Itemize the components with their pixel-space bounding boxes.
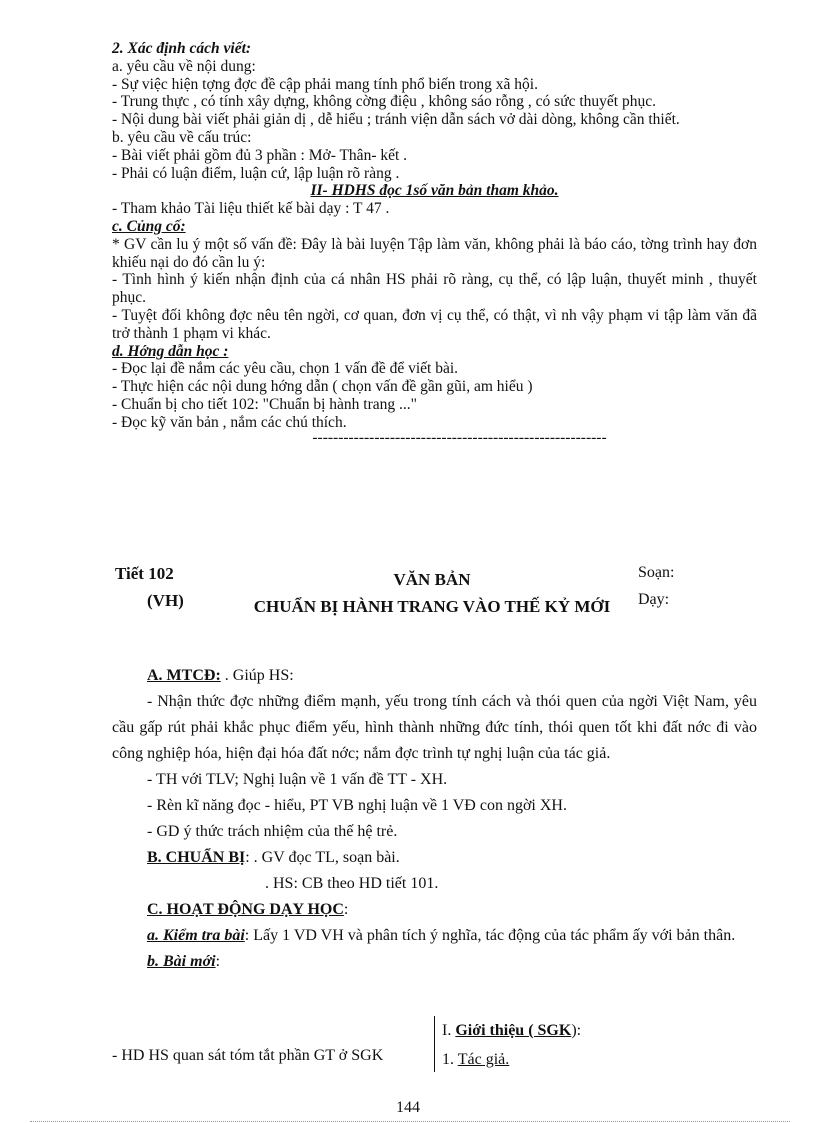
objective-item: - Nhận thức đợc những điểm mạnh, yếu trong tính cách và thói quen của ngời Việt Nam, yêu cầu gấp rút phải khắc phục điểm yếu, hình thành những đức tính, thói quen tốt khi đất nớc đi vào công nghiệp hóa, hiện đại hóa đất nớc; nắm đợc trình tự nghị luận của tác giả. xyxy=(112,693,757,762)
new-lesson-colon: : xyxy=(215,953,221,970)
column-divider xyxy=(434,1016,435,1072)
preparation-label: B. CHUẨN BỊ xyxy=(147,849,246,866)
content-intro-label: Giới thiệu ( SGK xyxy=(455,1022,572,1039)
text-line: - Thực hiện các nội dung hớng dẫn ( chọn vấn đề gần gũi, am hiểu ) xyxy=(112,378,533,396)
footer-rule xyxy=(30,1121,790,1122)
heading-consolidation: c. Củng cố: xyxy=(112,217,186,235)
teaching-date-label: Dạy: xyxy=(638,591,670,608)
objective-item: - GD ý thức trách nhiệm của thế hệ trẻ. xyxy=(147,823,398,840)
text-line: a. yêu cầu về nội dung: xyxy=(112,57,256,75)
text-line: - Phải có luận điểm, luận cứ, lập luận rõ ràng . xyxy=(112,164,400,182)
top-section xyxy=(112,40,757,444)
heading-study-guide: d. Hớng dẫn học : xyxy=(112,342,229,360)
text-line: - Sự việc hiện tợng đợc đề cập phải mang tính phổ biến trong xã hội. xyxy=(112,75,538,93)
lesson-type: (VH) xyxy=(147,591,184,610)
two-column-table xyxy=(112,1016,757,1072)
objective-item: - TH với TLV; Nghị luận về 1 vấn đề TT - XH. xyxy=(147,771,448,788)
objective-item: - Rèn kĩ năng đọc - hiểu, PT VB nghị luận về 1 VĐ con ngời XH. xyxy=(147,797,567,814)
objectives-intro: . Giúp HS: xyxy=(220,667,294,684)
lesson-title xyxy=(247,566,617,620)
content-author xyxy=(442,1051,509,1069)
lesson-body xyxy=(112,663,757,975)
text-line: - Đọc kỹ văn bản , nắm các chú thích. xyxy=(112,413,347,431)
content-intro-prefix: I. xyxy=(442,1022,456,1039)
check-homework xyxy=(112,923,757,949)
objectives-heading xyxy=(112,663,757,689)
preparation-gv: : . GV đọc TL, soạn bài. xyxy=(245,849,400,866)
text-line: - Bài viết phải gồm đủ 3 phần : Mở- Thân- kết . xyxy=(112,146,408,164)
new-lesson xyxy=(112,949,757,975)
text-line: - Trung thực , có tính xây dựng, không cờng điệu , không sáo rỗng , có sức thuyết phục. xyxy=(112,93,656,111)
lesson-title-line1: VĂN BẢN xyxy=(393,570,471,589)
text-line: - Tình hình ý kiến nhận định của cá nhân HS phải rõ ràng, cụ thể, có lập luận, thuyết minh , thuyết phục. xyxy=(112,271,757,307)
reference-line: - Tham khảo Tài liệu thiết kế bài dạy : T 47 . xyxy=(112,200,390,218)
content-intro xyxy=(442,1022,581,1040)
section-heading-reference: II- HDHS đọc 1số văn bản tham khảo. xyxy=(310,182,559,200)
heading-writing-method: 2. Xác định cách viết: xyxy=(112,40,252,57)
teacher-activity: - HD HS quan sát tóm tắt phần GT ở SGK xyxy=(112,1047,384,1064)
page-number: 144 xyxy=(396,1099,420,1116)
objectives-label: A. MTCĐ: xyxy=(147,667,221,684)
content-author-prefix: 1. xyxy=(442,1051,458,1068)
text-line: * GV cần lu ý một số vấn đề: Đây là bài luyện Tập làm văn, không phải là báo cáo, tờng trình hay đơn khiếu nại do đó cần lu ý: xyxy=(112,235,757,271)
activities-heading xyxy=(112,897,757,923)
activities-colon: : xyxy=(343,901,349,918)
preparation-hs-text: . HS: CB theo HD tiết 101. xyxy=(265,875,439,892)
text-line: b. yêu cầu về cấu trúc: xyxy=(112,128,252,146)
check-homework-label: a. Kiểm tra bài xyxy=(147,927,245,944)
separator-line: --------------------------------------------------------- xyxy=(312,428,607,446)
new-lesson-label: b. Bài mới xyxy=(147,953,216,970)
text-line: - Tuyệt đối không đợc nêu tên ngời, cơ quan, đơn vị cụ thể, có thật, vì nh vậy phạm vi tập làm văn đã trở thành 1 phạm vi khác. xyxy=(112,306,757,342)
preparation-heading xyxy=(112,845,757,871)
check-homework-text: : Lấy 1 VD VH và phân tích ý nghĩa, tác động của tác phẩm ấy với bản thân. xyxy=(244,927,736,944)
lesson-title-line2: CHUẨN BỊ HÀNH TRANG VÀO THẾ KỶ MỚI xyxy=(253,597,611,616)
preparation-hs xyxy=(112,871,757,897)
lesson-number: Tiết 102 xyxy=(115,564,174,583)
text-line: - Nội dung bài viết phải giản dị , dễ hiểu ; tránh viện dẫn sách vở dài dòng, không cần thiết. xyxy=(112,111,680,129)
lesson-header xyxy=(112,564,757,644)
text-line: - Chuẩn bị cho tiết 102: "Chuẩn bị hành trang ..." xyxy=(112,395,417,413)
text-line: - Đọc lại đề nắm các yêu cầu, chọn 1 vấn đề để viết bài. xyxy=(112,360,459,378)
prepared-date-label: Soạn: xyxy=(638,564,675,581)
content-author-label: Tác giả. xyxy=(457,1051,510,1068)
activities-label: C. HOẠT ĐỘNG DẠY HỌC xyxy=(147,901,344,918)
content-intro-suffix: ): xyxy=(571,1022,582,1039)
